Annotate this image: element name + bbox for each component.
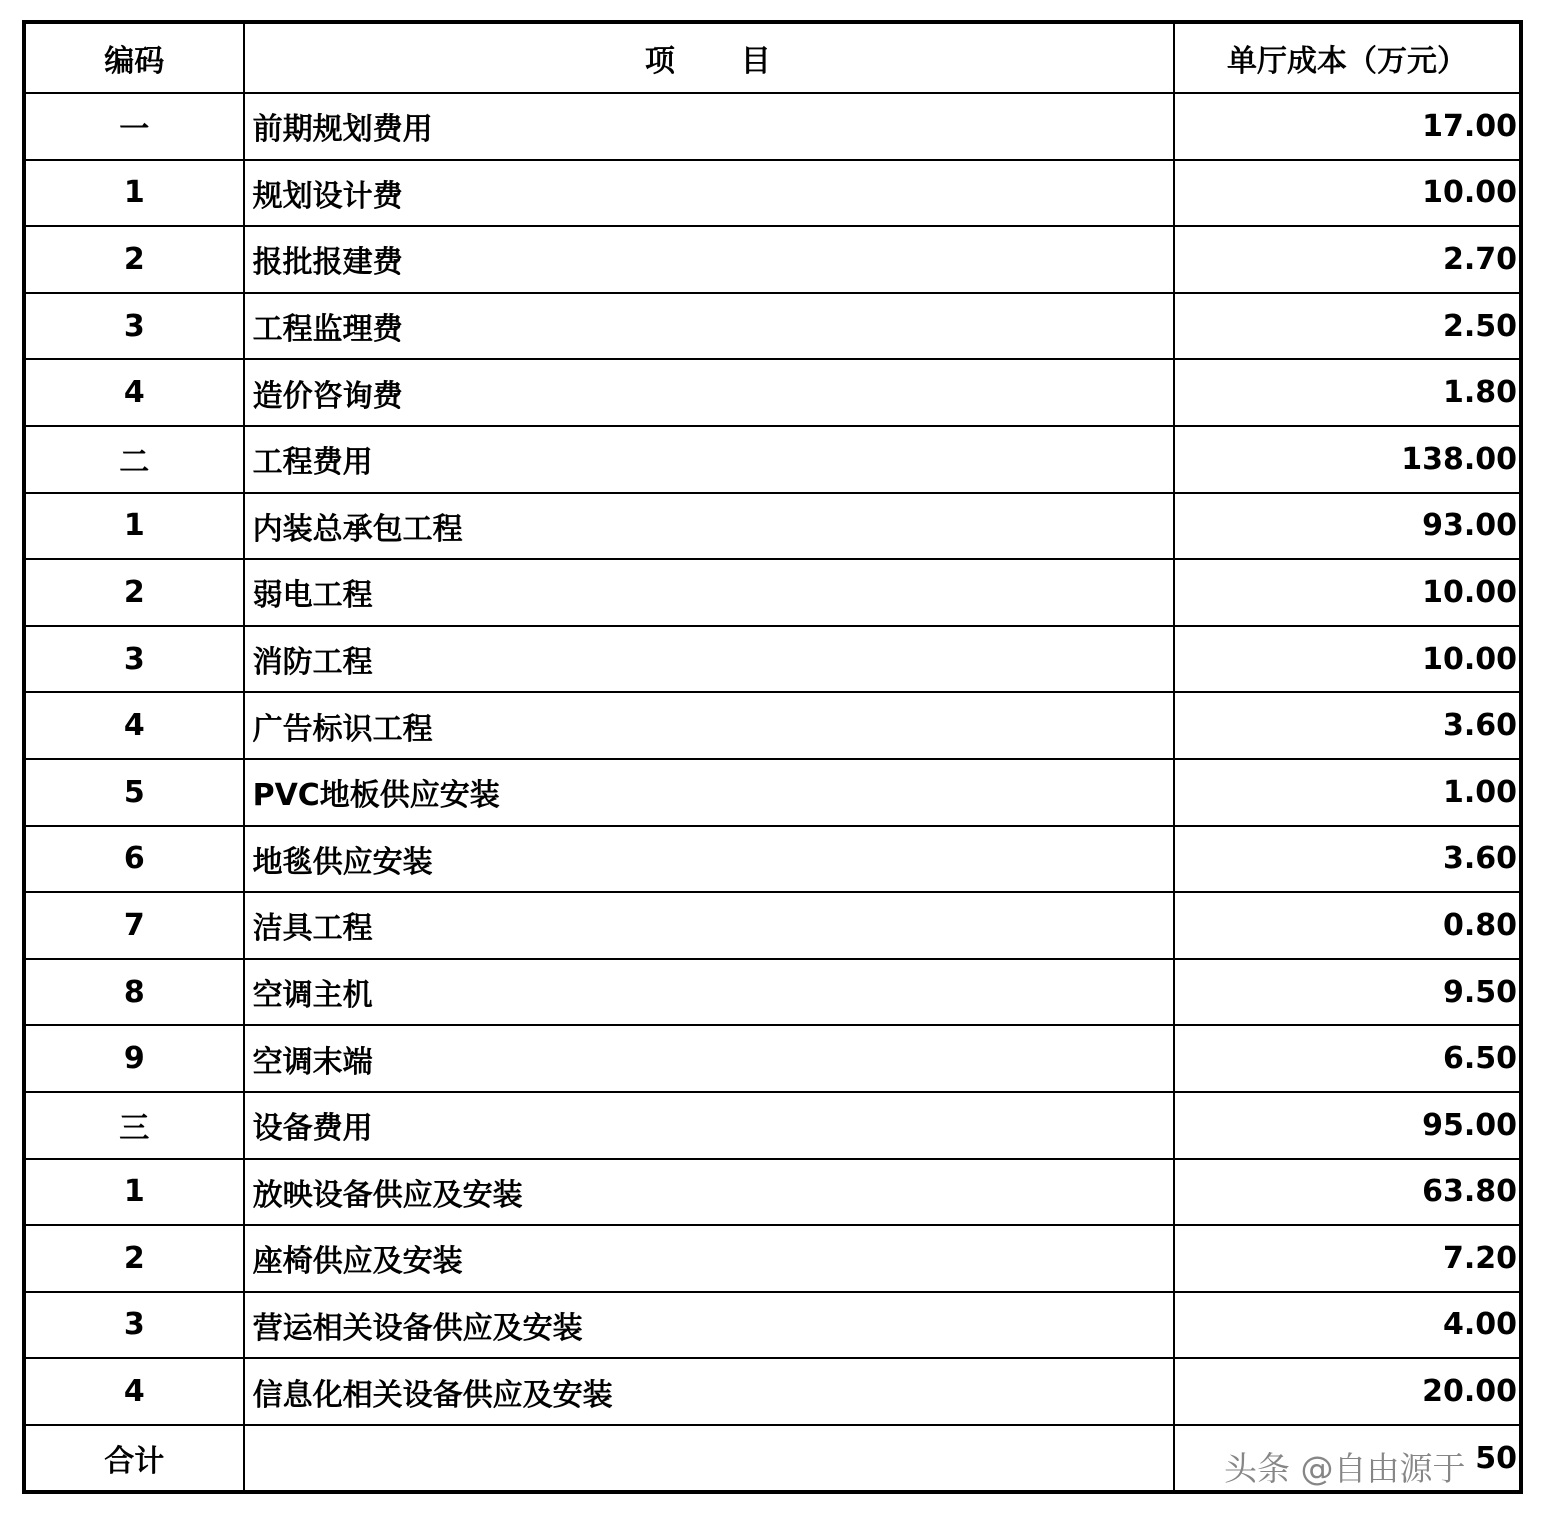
table-row [24,359,1521,426]
row-code: 4 [24,1358,244,1425]
table-row [24,959,1521,1026]
total-label: 合计 [24,1425,244,1493]
row-cost: 1.80 [1174,359,1521,426]
row-cost: 6.50 [1174,1025,1521,1092]
row-item: 造价咨询费 [244,359,1174,426]
table-row [24,759,1521,826]
row-code: 二 [24,426,244,493]
table-row [24,1025,1521,1092]
total-item [244,1425,1174,1493]
header-row [24,22,1521,93]
row-cost: 3.60 [1174,692,1521,759]
row-code: 6 [24,826,244,893]
row-cost: 7.20 [1174,1225,1521,1292]
table-row [24,626,1521,693]
row-item: 营运相关设备供应及安装 [244,1292,1174,1359]
row-code: 3 [24,626,244,693]
row-cost: 10.00 [1174,559,1521,626]
row-code: 7 [24,892,244,959]
row-code: 2 [24,226,244,293]
row-item: 规划设计费 [244,160,1174,227]
header-code: 编码 [24,22,244,93]
total-cost: 50 [1174,1425,1521,1493]
row-cost: 63.80 [1174,1159,1521,1226]
header-cost: 单厅成本（万元） [1174,22,1521,93]
table-row [24,160,1521,227]
row-code: 9 [24,1025,244,1092]
table-row [24,93,1521,160]
row-item: 信息化相关设备供应及安装 [244,1358,1174,1425]
table-row [24,559,1521,626]
table-row [24,1092,1521,1159]
row-code: 1 [24,1159,244,1226]
row-item: 报批报建费 [244,226,1174,293]
row-item: 座椅供应及安装 [244,1225,1174,1292]
table-row [24,493,1521,560]
row-code: 3 [24,293,244,360]
row-cost: 0.80 [1174,892,1521,959]
row-cost: 9.50 [1174,959,1521,1026]
row-cost: 1.00 [1174,759,1521,826]
row-cost: 4.00 [1174,1292,1521,1359]
row-cost: 2.70 [1174,226,1521,293]
table-row [24,692,1521,759]
table-row [24,1358,1521,1425]
table-row [24,892,1521,959]
header-item: 项 目 [244,22,1174,93]
row-code: 三 [24,1092,244,1159]
row-item: 洁具工程 [244,892,1174,959]
row-item: 空调主机 [244,959,1174,1026]
cost-table [22,20,1523,1494]
row-cost: 10.00 [1174,160,1521,227]
table-row [24,226,1521,293]
row-cost: 2.50 [1174,293,1521,360]
row-code: 4 [24,692,244,759]
row-item: 广告标识工程 [244,692,1174,759]
row-item: 设备费用 [244,1092,1174,1159]
row-cost: 93.00 [1174,493,1521,560]
watermark: 头条 @自由源于 [1224,1449,1466,1488]
row-code: 8 [24,959,244,1026]
row-code: 4 [24,359,244,426]
table-row [24,1225,1521,1292]
table-body [24,93,1521,1492]
row-cost: 17.00 [1174,93,1521,160]
row-code: 3 [24,1292,244,1359]
row-item: 弱电工程 [244,559,1174,626]
row-item: 放映设备供应及安装 [244,1159,1174,1226]
row-code: 一 [24,93,244,160]
row-cost: 20.00 [1174,1358,1521,1425]
row-item: 空调末端 [244,1025,1174,1092]
row-cost: 138.00 [1174,426,1521,493]
table-row [24,293,1521,360]
row-cost: 3.60 [1174,826,1521,893]
row-code: 2 [24,559,244,626]
row-code: 1 [24,160,244,227]
row-code: 1 [24,493,244,560]
row-item: 内装总承包工程 [244,493,1174,560]
row-item: 地毯供应安装 [244,826,1174,893]
row-code: 5 [24,759,244,826]
row-item: 前期规划费用 [244,93,1174,160]
row-cost: 95.00 [1174,1092,1521,1159]
table-row [24,1292,1521,1359]
row-code: 2 [24,1225,244,1292]
row-item: 消防工程 [244,626,1174,693]
row-item: 工程费用 [244,426,1174,493]
row-item: 工程监理费 [244,293,1174,360]
row-item: PVC地板供应安装 [244,759,1174,826]
table-row [24,1159,1521,1226]
table-row [24,426,1521,493]
row-cost: 10.00 [1174,626,1521,693]
table-row [24,826,1521,893]
